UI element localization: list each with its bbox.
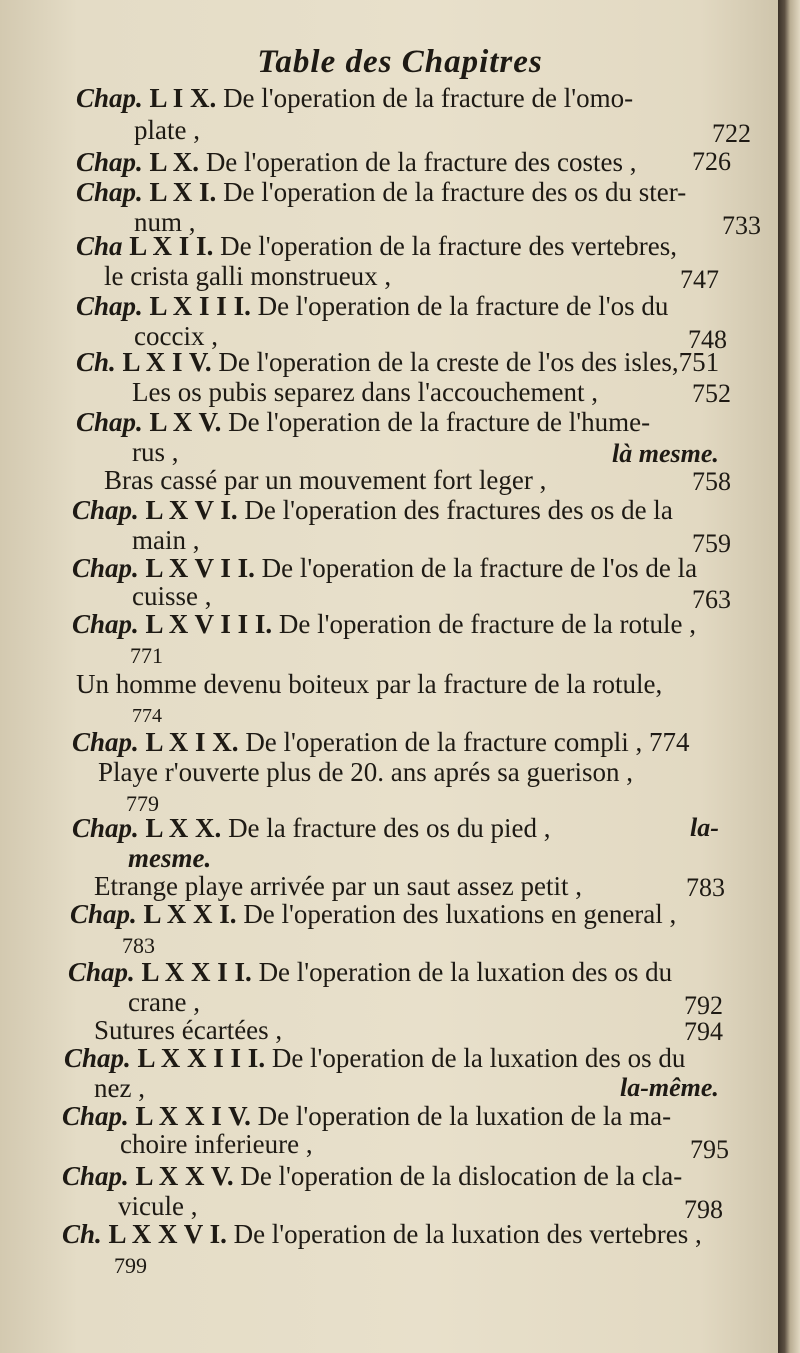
toc-entry [72, 494, 673, 526]
page-number: 798 [684, 1195, 723, 1224]
page-number: 733 [722, 211, 761, 240]
chapter-subentry: Un homme devenu boiteux par la fracture de la rotule, [76, 669, 663, 699]
toc-entry [68, 956, 672, 988]
chapter-title: De l'operation de la dislocation de la cla- [240, 1161, 683, 1191]
page-number: 758 [692, 467, 731, 496]
chapter-label: Cha [76, 231, 123, 261]
page-number: 759 [692, 529, 731, 558]
toc-entry [76, 230, 677, 262]
chapter-number: L X X I I I. [137, 1043, 266, 1073]
chapter-number: L I X. [149, 83, 217, 113]
page-number: 792 [684, 991, 723, 1020]
chapter-title: De l'operation des fractures des os de la [244, 495, 673, 525]
chapter-title-continued: crane , [128, 987, 200, 1017]
chapter-subentry: Etrange playe arrivée par un saut assez petit , [94, 871, 583, 901]
page-number: 752 [692, 379, 731, 408]
toc-entry [72, 726, 690, 758]
chapter-title: De l'operation de la fracture des costes , [205, 147, 637, 177]
page-number: 763 [692, 585, 731, 614]
chapter-title: De l'operation de la fracture compli , 774 [245, 727, 690, 757]
page-number: 726 [692, 147, 731, 176]
toc-entry [76, 146, 637, 178]
chapter-title-continued: cuisse , [132, 581, 212, 611]
chapter-label: Chap. [68, 957, 135, 987]
toc-entry [76, 176, 686, 208]
chapter-label: Chap. [72, 495, 139, 525]
chapter-title-continued: le crista galli monstrueux , [104, 261, 392, 291]
chapter-title-continued: rus , [132, 437, 179, 467]
chapter-title-continued: main , [132, 525, 200, 555]
chapter-title: De l'operation de la fracture de l'os de la [261, 553, 698, 583]
page-number: 783 [122, 933, 155, 958]
chapter-label: Chap. [76, 147, 143, 177]
chapter-title-continued: plate , [134, 115, 200, 145]
chapter-title: De l'operation de la fracture de l'hume- [228, 407, 651, 437]
toc-entry [62, 1160, 682, 1192]
chapter-label: Chap. [72, 609, 139, 639]
page-reference: là mesme. [612, 439, 719, 468]
chapter-number: L X V I. [145, 495, 238, 525]
chapter-subentry: Sutures écartées , [94, 1015, 283, 1045]
chapter-number: L X I. [149, 177, 217, 207]
chapter-number: L X X I I. [141, 957, 252, 987]
chapter-label: Ch. [76, 347, 116, 377]
chapter-title: De l'operation de fracture de la rotule , [278, 609, 697, 639]
chapter-label: Chap. [62, 1161, 129, 1191]
chapter-number: L X V I I I. [145, 609, 273, 639]
toc-entry [64, 1042, 685, 1074]
chapter-label: Chap. [62, 1101, 129, 1131]
toc-entry [72, 608, 696, 640]
chapter-number: L X X. [145, 813, 222, 843]
chapter-number: L X X I. [143, 899, 237, 929]
chapter-label: Chap. [72, 553, 139, 583]
chapter-label: Chap. [76, 177, 143, 207]
chapter-title: De l'operation de la fracture des os du ster- [223, 177, 687, 207]
page-reference: la-même. [620, 1073, 719, 1102]
chapter-title: De l'operation de la fracture des vertebres, [220, 231, 677, 261]
page-reference: la- [690, 813, 719, 842]
chapter-number: L X I V. [122, 347, 212, 377]
chapter-title: De l'operation des luxations en general , [243, 899, 677, 929]
chapter-title: De l'operation de la luxation de la ma- [257, 1101, 672, 1131]
chapter-subentry: Les os pubis separez dans l'accouchement , [132, 377, 598, 407]
page-number: 799 [114, 1253, 147, 1278]
chapter-title-continued: num , [134, 207, 196, 237]
toc-entry [76, 82, 633, 114]
chapter-title-continued: nez , [94, 1073, 145, 1103]
toc-entry [72, 812, 550, 844]
chapter-number: L X I X. [145, 727, 239, 757]
page-number: 783 [686, 873, 725, 902]
chapter-number: L X. [149, 147, 200, 177]
chapter-subentry: Playe r'ouverte plus de 20. ans aprés sa guerison , [98, 757, 633, 787]
page-edge [778, 0, 800, 1353]
chapter-label: Chap. [72, 727, 139, 757]
chapter-number: L X X I V. [135, 1101, 251, 1131]
chapter-number: L X V. [149, 407, 222, 437]
toc-entry [76, 406, 650, 438]
chapter-label: Chap. [76, 291, 143, 321]
chapter-label: Chap. [72, 813, 139, 843]
page-number: 748 [688, 325, 727, 354]
chapter-title: De l'operation de la creste de l'os des isles,751 [218, 347, 720, 377]
chapter-label: Ch. [62, 1219, 102, 1249]
chapter-number: L X I I. [129, 231, 214, 261]
chapter-title: De l'operation de la luxation des os du [271, 1043, 686, 1073]
page-number: 722 [712, 119, 751, 148]
page-number: 779 [126, 791, 159, 816]
chapter-title: De l'operation de la luxation des os du [258, 957, 673, 987]
chapter-title-continued: vicule , [118, 1191, 198, 1221]
chapter-title-continued: coccix , [134, 321, 218, 351]
page-title: Table des Chapitres [257, 44, 543, 80]
chapter-subentry: Bras cassé par un mouvement fort leger , [104, 465, 547, 495]
page-number: 795 [690, 1135, 729, 1164]
chapter-label: Chap. [76, 407, 143, 437]
page-number: 771 [130, 643, 163, 668]
toc-entry [62, 1218, 702, 1250]
chapter-label: Chap. [70, 899, 137, 929]
page-number: 774 [132, 705, 162, 727]
chapter-label: Chap. [64, 1043, 131, 1073]
chapter-title: De la fracture des os du pied , [228, 813, 551, 843]
chapter-number: L X X V. [135, 1161, 234, 1191]
chapter-title: De l'operation de la luxation des vertebres , [233, 1219, 702, 1249]
toc-entry [70, 898, 676, 930]
chapter-number: L X I I I. [149, 291, 251, 321]
page-reference-continued: mesme. [128, 843, 212, 873]
page-number: 794 [684, 1017, 723, 1046]
page-number: 747 [680, 265, 719, 294]
chapter-title-continued: choire inferieure , [120, 1129, 313, 1159]
chapter-number: L X V I I. [145, 553, 255, 583]
chapter-title: De l'operation de la fracture de l'omo- [223, 83, 634, 113]
toc-entry [76, 290, 668, 322]
chapter-title: De l'operation de la fracture de l'os du [257, 291, 669, 321]
chapter-number: L X X V I. [108, 1219, 227, 1249]
toc-entry [76, 346, 719, 378]
chapter-label: Chap. [76, 83, 143, 113]
